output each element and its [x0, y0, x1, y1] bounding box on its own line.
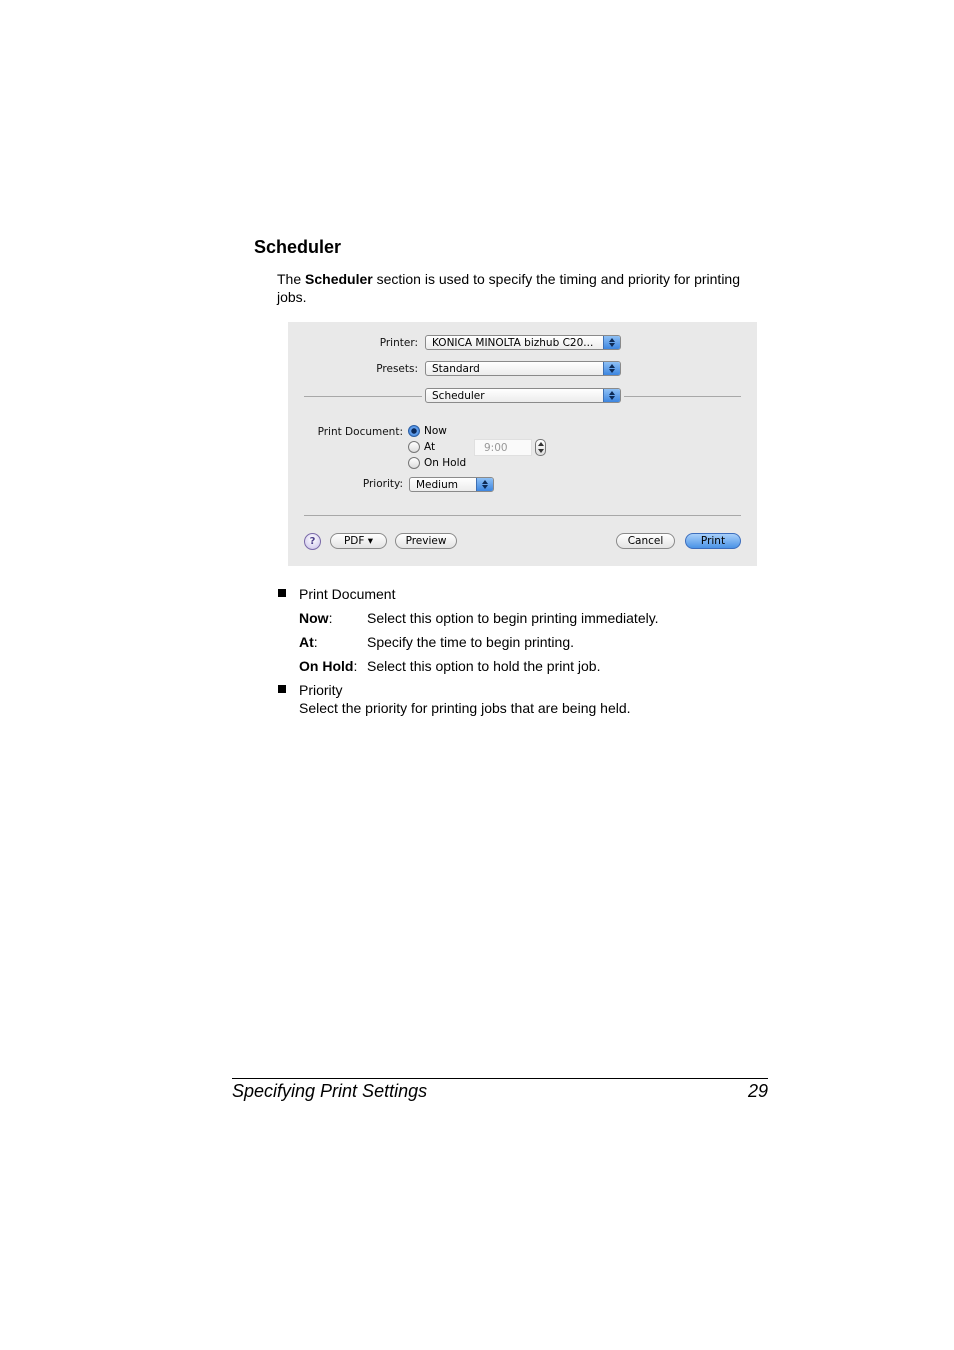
separator-right — [624, 396, 741, 397]
footer-separator — [304, 515, 741, 516]
bullet-title-priority: Priority — [299, 682, 343, 698]
bullet-square-icon — [278, 685, 286, 693]
desc-at: Specify the time to begin printing. — [367, 634, 575, 650]
term-at-label: At — [299, 634, 314, 650]
radio-selected-icon — [408, 425, 420, 437]
intro-paragraph — [277, 270, 757, 306]
popup-arrows-icon — [603, 336, 620, 349]
radio-now-label: Now — [424, 425, 447, 437]
separator-left — [304, 396, 422, 397]
radio-at-label: At — [424, 441, 436, 453]
bullet-square-icon — [278, 589, 286, 597]
desc-now: Select this option to begin printing immediately. — [367, 610, 659, 626]
radio-on-hold-label: On Hold — [424, 457, 467, 469]
bullet-title-print-document: Print Document — [299, 586, 396, 602]
priority-popup[interactable] — [409, 477, 494, 492]
time-stepper[interactable] — [535, 439, 546, 456]
radio-on-hold[interactable] — [408, 457, 466, 469]
term-at: At: — [299, 634, 318, 650]
section-title: Scheduler — [254, 237, 342, 257]
footer-title: Specifying Print Settings — [232, 1081, 428, 1101]
help-button[interactable]: ? — [304, 533, 321, 550]
panel-popup-value: Scheduler — [432, 390, 485, 402]
page-number: 29 — [747, 1081, 768, 1101]
popup-arrows-icon — [603, 362, 620, 375]
presets-popup-value: Standard — [432, 363, 480, 375]
cancel-button[interactable]: Cancel — [616, 533, 675, 549]
term-on-hold-label: On Hold — [299, 658, 354, 674]
priority-label: Priority: — [362, 478, 403, 490]
intro-text-post: section is used to specify the timing and priority for printing jobs. — [277, 271, 741, 305]
radio-at[interactable] — [408, 441, 435, 453]
radio-unselected-icon — [408, 457, 420, 469]
print-dialog — [288, 322, 757, 566]
time-field[interactable]: 9:00 — [474, 439, 532, 456]
popup-arrows-icon — [476, 478, 493, 491]
footer-rule — [232, 1078, 768, 1079]
pdf-button[interactable]: PDF ▾ — [330, 533, 387, 549]
printer-popup-value: KONICA MINOLTA bizhub C20... — [432, 337, 594, 349]
presets-popup[interactable] — [425, 361, 621, 376]
term-on-hold: On Hold: — [299, 658, 358, 674]
desc-priority: Select the priority for printing jobs that are being held. — [299, 700, 631, 716]
intro-text-bold: Scheduler — [305, 271, 373, 287]
radio-now[interactable] — [408, 425, 447, 437]
presets-label: Presets: — [376, 363, 418, 375]
print-document-label: Print Document: — [317, 426, 403, 438]
print-button[interactable]: Print — [685, 533, 741, 549]
preview-button[interactable]: Preview — [395, 533, 457, 549]
desc-on-hold: Select this option to hold the print job. — [367, 658, 601, 674]
printer-popup[interactable] — [425, 335, 621, 350]
popup-arrows-icon — [603, 389, 620, 402]
priority-popup-value: Medium — [416, 479, 458, 491]
panel-popup[interactable] — [425, 388, 621, 403]
intro-text-pre: The — [277, 271, 306, 287]
term-now: Now: — [299, 610, 333, 626]
radio-unselected-icon — [408, 441, 420, 453]
printer-label: Printer: — [379, 337, 418, 349]
term-now-label: Now — [299, 610, 329, 626]
